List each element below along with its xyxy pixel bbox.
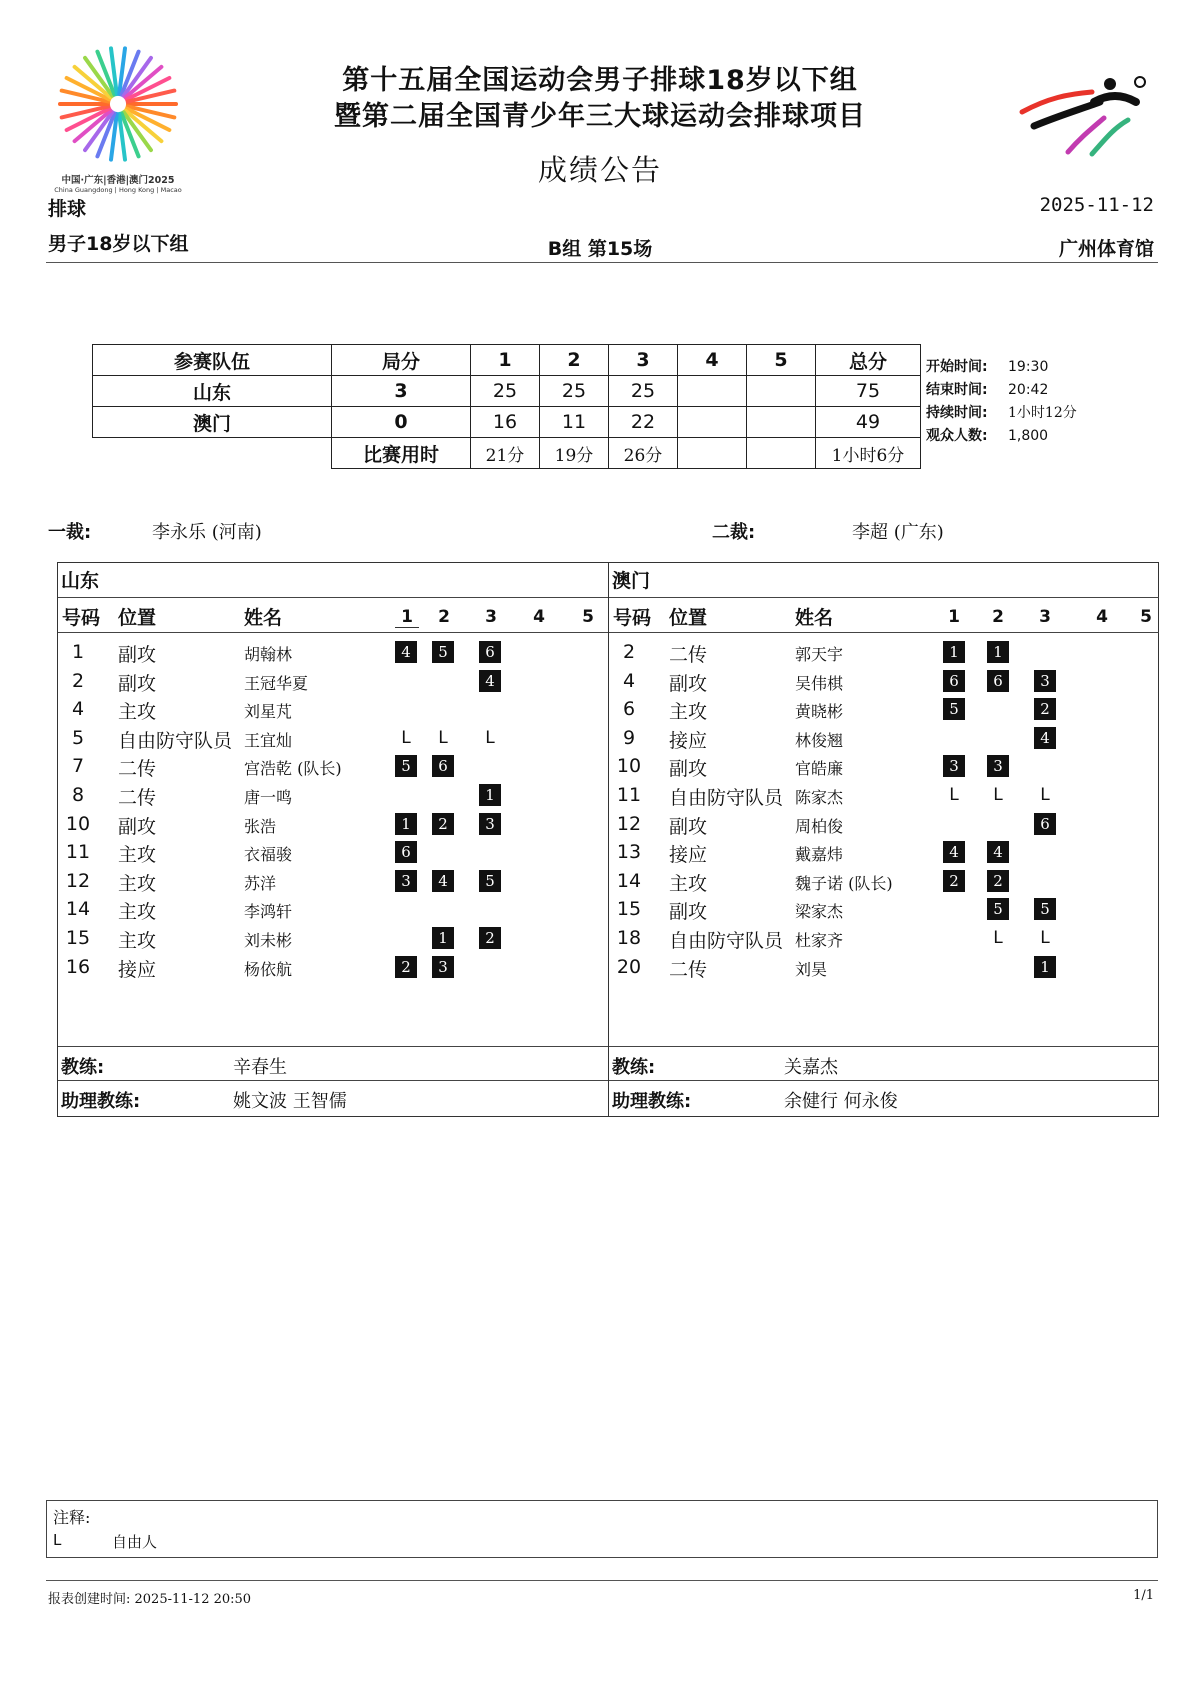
col-set-2: 2: [438, 607, 450, 627]
player-number: 16: [65, 955, 91, 978]
player-position: 自由防守队员: [669, 930, 784, 952]
player-number: 12: [65, 869, 91, 892]
set-lineup-position: L: [949, 785, 959, 805]
set-lineup-position: L: [401, 727, 411, 748]
set-lineup-position: 6: [479, 641, 501, 663]
roster-divider: [58, 1046, 608, 1047]
duration-row: [93, 438, 921, 469]
document-subtitle: 成绩公告: [537, 153, 662, 187]
player-number: 6: [622, 698, 636, 721]
length-label: 持续时间:: [926, 405, 988, 421]
spectators-label: 观众人数:: [926, 428, 988, 444]
set-duration: 26分: [609, 438, 678, 469]
player-position: 接应: [669, 729, 708, 752]
player-row: [609, 667, 1159, 695]
header-sets-won: 局分: [332, 345, 471, 376]
roster-divider: [58, 597, 608, 598]
col-set-3: 3: [1039, 607, 1051, 627]
player-number: 2: [71, 669, 85, 692]
player-position: 副攻: [118, 644, 157, 666]
player-row: [609, 895, 1159, 923]
set-score: [747, 407, 816, 438]
player-number: 8: [71, 784, 85, 806]
head-coach: 关嘉杰: [784, 1057, 838, 1078]
assistant-coach-label: 助理教练:: [61, 1091, 141, 1112]
duration-label: 比赛用时: [332, 438, 471, 469]
set-lineup-position: 1: [943, 641, 965, 663]
first-referee-label: 一裁:: [48, 522, 92, 543]
player-number: 14: [616, 869, 642, 892]
player-row: [609, 953, 1159, 981]
set-lineup-position: 6: [987, 670, 1009, 692]
player-position: 接应: [669, 844, 708, 867]
player-row: [609, 810, 1159, 838]
title-line-1: 第十五届全国运动会男子排球18岁以下组: [342, 65, 858, 96]
set-lineup-position: 4: [1034, 727, 1056, 749]
set-score: [747, 376, 816, 407]
set-lineup-position: 2: [943, 870, 965, 892]
player-name: 唐一鸣: [244, 788, 293, 807]
header-total: 总分: [816, 345, 921, 376]
col-set-1: 1: [948, 607, 960, 627]
col-set-4: 4: [1096, 607, 1108, 627]
roster-team-name: 澳门: [612, 570, 651, 592]
player-row: [609, 695, 1159, 723]
set-score: 25: [609, 376, 678, 407]
libero-description: 自由人: [112, 1533, 158, 1551]
player-row: [58, 895, 608, 923]
roster-divider: [609, 1046, 1159, 1047]
player-position: 二传: [118, 758, 157, 781]
set-duration: [747, 438, 816, 469]
set-lineup-position: 5: [395, 755, 417, 777]
set-lineup-position: L: [1040, 928, 1050, 948]
assistant-coaches: 余健行 何永俊: [784, 1091, 898, 1112]
player-position: 副攻: [669, 815, 708, 838]
player-row: [58, 810, 608, 838]
match-date: 2025-11-12: [1039, 194, 1154, 216]
player-number: 1: [71, 641, 85, 663]
score-row-home: [93, 376, 921, 407]
player-name: 陈家杰: [795, 788, 844, 807]
player-row: [609, 838, 1159, 866]
player-name: 黄晓彬: [795, 702, 844, 722]
team-name: 澳门: [93, 407, 332, 438]
set-lineup-position: 1: [479, 784, 501, 806]
set-lineup-position: 6: [943, 670, 965, 692]
player-name: 王宜灿: [244, 730, 293, 750]
col-name: 姓名: [244, 607, 283, 629]
roster-divider: [609, 597, 1159, 598]
sets-won: 0: [332, 407, 471, 438]
header-set-4: 4: [678, 345, 747, 376]
set-lineup-position: 3: [479, 813, 501, 835]
col-number: 号码: [613, 607, 652, 629]
set-lineup-position: L: [993, 928, 1003, 948]
player-number: 4: [622, 669, 636, 692]
set-lineup-position: L: [485, 727, 495, 748]
player-number: 12: [616, 812, 642, 835]
player-row: [58, 667, 608, 695]
second-referee: 李超 (广东): [852, 522, 944, 543]
player-row: [58, 695, 608, 723]
title-line-2: 暨第二届全国青少年三大球运动会排球项目: [334, 101, 866, 132]
player-name: 刘星芃: [244, 702, 293, 722]
set-lineup-position: 6: [395, 841, 417, 863]
length-row: [926, 402, 1077, 425]
player-number: 11: [65, 841, 91, 864]
page-number: 1/1: [1133, 1588, 1154, 1603]
player-number: 14: [65, 898, 91, 921]
set-lineup-position: L: [1040, 785, 1050, 805]
length-value: 1小时12分: [1008, 405, 1077, 421]
set-score: [678, 376, 747, 407]
set-lineup-position: 3: [943, 755, 965, 777]
header-set-1: 1: [471, 345, 540, 376]
set-lineup-position: 4: [987, 841, 1009, 863]
set-score: [678, 407, 747, 438]
set-lineup-position: 4: [943, 841, 965, 863]
player-name: 刘昊: [795, 959, 828, 979]
team-rosters: [57, 562, 1159, 1117]
col-set-4: 4: [533, 607, 545, 627]
logo-text-cn: 中国·广东|香港|澳门2025: [61, 175, 175, 186]
total-points: 75: [816, 376, 921, 407]
set-lineup-position: 1: [395, 813, 417, 835]
player-name: 刘未彬: [244, 931, 293, 950]
set-lineup-position: 5: [432, 641, 454, 663]
col-name: 姓名: [795, 607, 834, 629]
start-time-label: 开始时间:: [926, 359, 988, 375]
player-name: 李鸿轩: [244, 902, 293, 922]
col-position: 位置: [118, 607, 157, 629]
player-position: 主攻: [118, 872, 157, 895]
player-row: [58, 953, 608, 981]
player-number: 10: [616, 755, 642, 778]
col-set-1: 1: [395, 607, 419, 628]
set-lineup-position: 5: [479, 870, 501, 892]
spectators-row: [926, 425, 1077, 448]
player-row: [58, 638, 608, 666]
player-number: 10: [65, 812, 91, 835]
player-name: 杜家齐: [795, 931, 844, 950]
team-name: 山东: [93, 376, 332, 407]
header-set-3: 3: [609, 345, 678, 376]
player-number: 15: [616, 898, 642, 921]
player-name: 魏子诺 (队长): [795, 873, 893, 893]
score-table: [92, 344, 921, 469]
player-position: 副攻: [669, 901, 708, 924]
category-label: 男子18岁以下组: [48, 233, 189, 255]
set-score: 25: [540, 376, 609, 407]
set-lineup-position: 3: [395, 870, 417, 892]
player-name: 苏洋: [244, 873, 277, 893]
first-referee: 李永乐 (河南): [152, 522, 262, 543]
player-row: [609, 924, 1159, 952]
header-team: 参赛队伍: [93, 345, 332, 376]
col-set-5: 5: [1140, 607, 1152, 627]
player-number: 4: [71, 698, 85, 721]
empty-cell: [93, 438, 332, 469]
set-lineup-position: 2: [1034, 698, 1056, 720]
player-number: 18: [616, 927, 642, 949]
header-set-2: 2: [540, 345, 609, 376]
player-row: [609, 724, 1159, 752]
player-position: 主攻: [118, 901, 157, 924]
coach-label: 教练:: [61, 1057, 105, 1078]
set-lineup-position: L: [438, 727, 448, 748]
player-row: [58, 724, 608, 752]
roster-team-name: 山东: [61, 570, 100, 592]
player-number: 5: [71, 726, 85, 749]
head-coach: 辛春生: [233, 1057, 287, 1078]
spectators-value: 1,800: [1008, 428, 1049, 444]
col-set-5: 5: [582, 607, 594, 627]
player-number: 11: [616, 784, 642, 806]
set-duration: 21分: [471, 438, 540, 469]
set-lineup-position: 4: [432, 870, 454, 892]
player-row: [609, 638, 1159, 666]
home-roster: [58, 563, 609, 1116]
player-number: 9: [622, 726, 636, 749]
match-label: B组 第15场: [547, 238, 653, 260]
player-position: 接应: [118, 958, 157, 981]
player-number: 13: [616, 841, 642, 864]
end-time-row: [926, 379, 1077, 402]
player-row: [58, 781, 608, 809]
set-score: 22: [609, 407, 678, 438]
player-number: 20: [616, 955, 642, 978]
set-lineup-position: 2: [432, 813, 454, 835]
player-position: 副攻: [118, 815, 157, 838]
player-name: 宫浩乾 (队长): [244, 759, 342, 779]
assistant-coach-label: 助理教练:: [612, 1091, 692, 1112]
sport-label: 排球: [48, 198, 87, 220]
set-lineup-position: 5: [1034, 898, 1056, 920]
notes-box: [46, 1500, 1158, 1558]
set-lineup-position: L: [993, 785, 1003, 805]
roster-divider: [58, 632, 608, 633]
start-time-row: [926, 356, 1077, 379]
player-name: 梁家杰: [795, 902, 844, 922]
header-divider: [46, 262, 1158, 263]
footer-divider: [46, 1580, 1158, 1581]
set-lineup-position: 6: [432, 755, 454, 777]
coach-label: 教练:: [612, 1057, 656, 1078]
set-lineup-position: 1: [987, 641, 1009, 663]
player-row: [58, 838, 608, 866]
col-position: 位置: [669, 607, 708, 629]
total-duration: 1小时6分: [816, 438, 921, 469]
set-lineup-position: 4: [395, 641, 417, 663]
match-info: [926, 356, 1077, 448]
player-row: [609, 781, 1159, 809]
player-position: 自由防守队员: [118, 729, 233, 752]
player-name: 吴伟棋: [795, 673, 844, 693]
set-lineup-position: 2: [479, 927, 501, 949]
venue-label: 广州体育馆: [1058, 238, 1154, 260]
player-position: 主攻: [118, 701, 157, 724]
player-name: 杨依航: [244, 959, 293, 979]
player-row: [609, 867, 1159, 895]
header-set-5: 5: [747, 345, 816, 376]
set-lineup-position: 3: [432, 956, 454, 978]
set-lineup-position: 5: [943, 698, 965, 720]
score-header-row: [93, 345, 921, 376]
player-position: 主攻: [669, 701, 708, 724]
player-name: 胡翰林: [244, 645, 293, 664]
player-position: 主攻: [669, 872, 708, 895]
player-position: 二传: [669, 644, 708, 666]
set-lineup-position: 2: [987, 870, 1009, 892]
second-referee-label: 二裁:: [712, 522, 756, 543]
player-name: 张浩: [244, 816, 277, 836]
player-row: [58, 924, 608, 952]
set-lineup-position: 2: [395, 956, 417, 978]
player-number: 2: [622, 641, 636, 663]
set-score: 16: [471, 407, 540, 438]
set-lineup-position: 5: [987, 898, 1009, 920]
player-position: 二传: [669, 958, 708, 981]
total-points: 49: [816, 407, 921, 438]
score-row-away: [93, 407, 921, 438]
roster-divider: [609, 1080, 1159, 1081]
player-position: 主攻: [118, 844, 157, 867]
away-roster: [609, 563, 1159, 1116]
player-name: 周柏俊: [795, 816, 844, 836]
player-number: 15: [65, 927, 91, 949]
player-position: 主攻: [118, 930, 157, 952]
player-position: 自由防守队员: [669, 787, 784, 809]
player-row: [609, 752, 1159, 780]
set-score: 11: [540, 407, 609, 438]
assistant-coaches: 姚文波 王智儒: [233, 1091, 347, 1112]
set-lineup-position: 3: [987, 755, 1009, 777]
end-time: 20:42: [1008, 382, 1049, 398]
col-number: 号码: [62, 607, 101, 629]
roster-divider: [609, 632, 1159, 633]
end-time-label: 结束时间:: [926, 382, 988, 398]
player-position: 副攻: [669, 672, 708, 695]
col-set-3: 3: [485, 607, 497, 627]
player-name: 衣福骏: [244, 845, 293, 865]
set-duration: [678, 438, 747, 469]
set-lineup-position: 4: [479, 670, 501, 692]
roster-divider: [58, 1080, 608, 1081]
player-name: 郭天宇: [795, 645, 844, 664]
player-position: 副攻: [669, 758, 708, 781]
player-name: 官皓廉: [795, 759, 844, 779]
player-position: 副攻: [118, 672, 157, 695]
player-row: [58, 752, 608, 780]
player-name: 王冠华夏: [244, 673, 309, 693]
set-lineup-position: 6: [1034, 813, 1056, 835]
player-name: 林俊翘: [795, 730, 844, 750]
set-lineup-position: 3: [1034, 670, 1056, 692]
player-number: 7: [71, 755, 85, 778]
logo-text-en: China Guangdong | Hong Kong | Macao: [54, 186, 182, 194]
player-row: [58, 867, 608, 895]
report-created-time: 报表创建时间: 2025-11-12 20:50: [48, 1592, 252, 1607]
libero-code: L: [53, 1531, 62, 1549]
notes-label: 注释:: [53, 1508, 91, 1527]
sets-won: 3: [332, 376, 471, 407]
player-position: 二传: [118, 787, 157, 809]
col-set-2: 2: [992, 607, 1004, 627]
set-duration: 19分: [540, 438, 609, 469]
set-lineup-position: 1: [1034, 956, 1056, 978]
player-name: 戴嘉炜: [795, 845, 844, 865]
set-lineup-position: 1: [432, 927, 454, 949]
start-time: 19:30: [1008, 359, 1049, 375]
set-score: 25: [471, 376, 540, 407]
